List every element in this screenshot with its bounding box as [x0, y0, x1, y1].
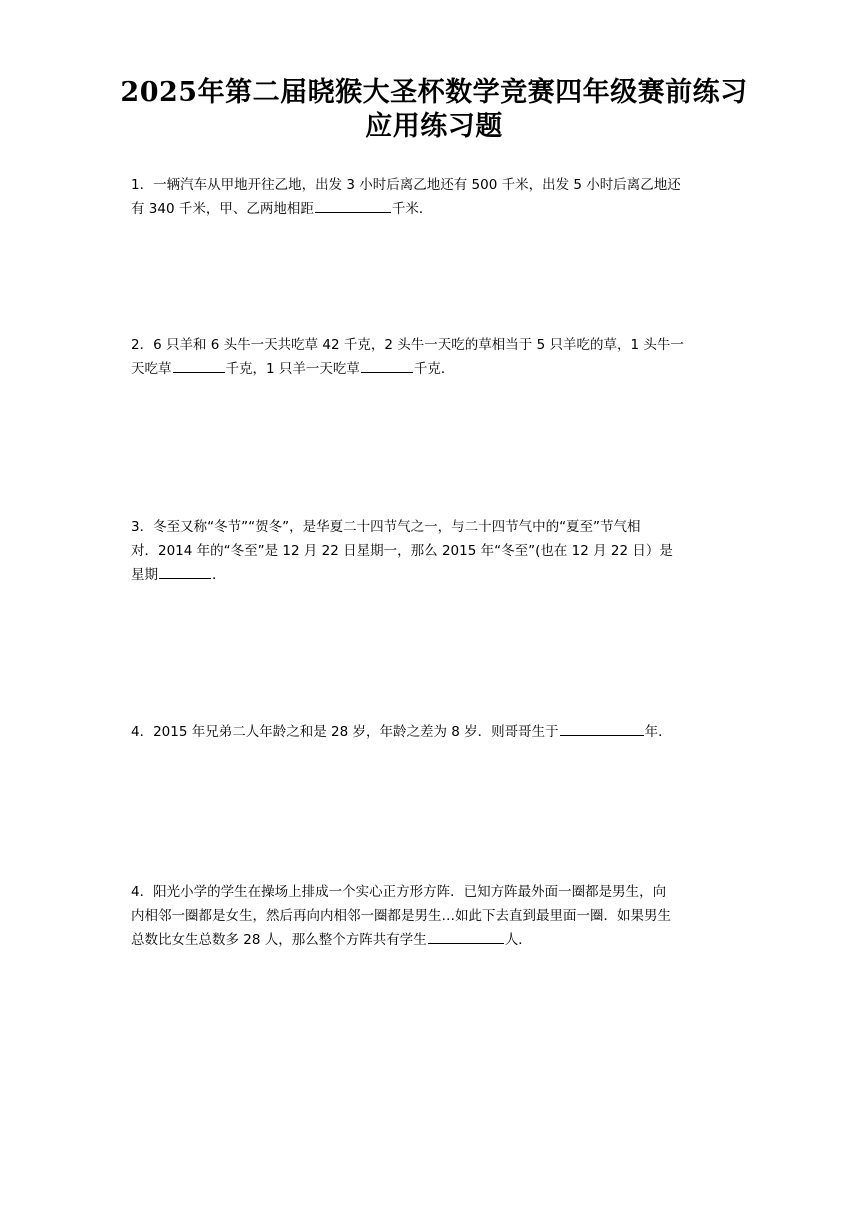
question-2-line-2 [131, 357, 751, 381]
question-5-line-3 [131, 928, 751, 952]
question-5 [131, 880, 751, 952]
question-4 [131, 720, 751, 744]
question-text: 千克，1 只羊一天吃草 [225, 361, 360, 377]
question-1-line-1 [131, 173, 751, 197]
question-text: 对．2014 年的“冬至”是 12 月 22 日星期一，那么 2015 年“冬至”(也在 12 月 22 日）是 [131, 543, 673, 559]
question-text: 总数比女生总数多 28 人，那么整个方阵共有学生 [131, 932, 427, 948]
question-text: 天吃草 [131, 361, 172, 377]
question-text: 4．阳光小学的学生在操场上排成一个实心正方形方阵．已知方阵最外面一圈都是男生，向 [131, 884, 667, 900]
question-text: 千米． [391, 201, 433, 217]
answer-blank[interactable] [173, 357, 225, 373]
question-2 [131, 333, 751, 381]
question-text: 星期 [131, 567, 158, 583]
question-1 [131, 173, 751, 221]
question-3-line-2 [131, 539, 751, 563]
answer-blank[interactable] [560, 720, 644, 736]
question-text: ． [212, 567, 226, 583]
answer-blank[interactable] [159, 563, 211, 579]
question-text: 1．一辆汽车从甲地开往乙地，出发 3 小时后离乙地还有 500 千米，出发 5 小时后离乙地还 [131, 177, 681, 193]
question-3-line-3 [131, 563, 751, 587]
question-text: 内相邻一圈都是女生，然后再向内相邻一圈都是男生…如此下去直到最里面一圈．如果男生 [131, 908, 671, 924]
question-text: 人． [504, 932, 532, 948]
answer-blank[interactable] [315, 197, 391, 213]
question-text: 有 340 千米，甲、乙两地相距 [131, 201, 314, 217]
document-title-line-2: 应用练习题 [365, 111, 503, 142]
question-text: 4．2015 年兄弟二人年龄之和是 28 岁，年龄之差为 8 岁．则哥哥生于 [131, 724, 559, 740]
question-2-line-1 [131, 333, 751, 357]
question-text: 2．6 只羊和 6 头牛一天共吃草 42 千克，2 头牛一天吃的草相当于 5 只羊吃的草，1 头牛一 [131, 337, 684, 353]
question-3 [131, 515, 751, 587]
answer-blank[interactable] [428, 928, 504, 944]
question-text: 3．冬至又称“冬节”“贺冬”，是华夏二十四节气之一，与二十四节气中的“夏至”节气相 [131, 519, 641, 535]
question-5-line-2 [131, 904, 751, 928]
question-4-line-1 [131, 720, 751, 744]
answer-blank[interactable] [361, 357, 413, 373]
question-3-line-1 [131, 515, 751, 539]
question-5-line-1 [131, 880, 751, 904]
document-title-line-1: 2025年第二届晓猴大圣杯数学竞赛四年级赛前练习 [120, 77, 748, 108]
question-1-line-2 [131, 197, 751, 221]
question-text: 年． [644, 724, 672, 740]
question-text: 千克． [413, 361, 455, 377]
